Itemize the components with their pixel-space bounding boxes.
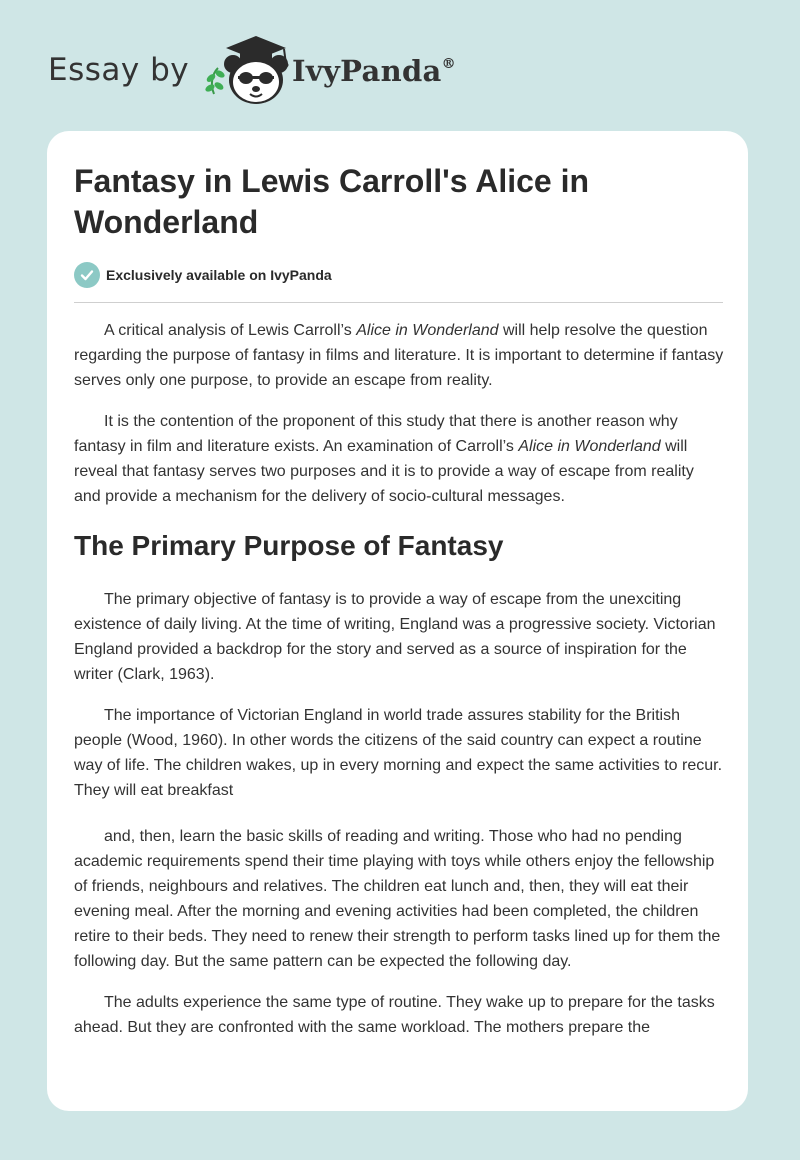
paragraph-4: The importance of Victorian England in world trade assures stability for the British people (Wood, 1960). In other words the citizens of the said country can expect a routine way of life. The children wakes, up in every morning and expect the same activities to recur. They will eat breakfast (74, 707, 723, 799)
paragraph-5: and, then, learn the basic skills of reading and writing. Those who had no pending academic requirements spend their time playing with toys while others enjoy the fellowship of friends, neighbours and relatives. The children eat lunch and, then, they will eat their evening meal. After the morning and evening activities had been completed, the children retire to their beds. They need to renew their strength to perform tasks lined up for them the following day. But the same pattern can be expected the following day. (74, 828, 721, 970)
essay-title: Fantasy in Lewis Carroll's Alice in Wonderland (74, 163, 590, 240)
section-heading: The Primary Purpose of Fantasy (74, 530, 504, 561)
panda-graduate-icon[interactable] (202, 34, 302, 108)
paragraph-6: The adults experience the same type of routine. They wake up to prepare for the tasks ahead. But they are confronted with the same workload. The mothers prepare the (74, 994, 715, 1036)
exclusive-badge (74, 261, 724, 289)
registered-mark: ® (441, 56, 456, 72)
exclusive-label: Exclusively available on IvyPanda (106, 267, 332, 283)
essay-content (74, 161, 724, 1040)
paragraph-2: It is the contention of the proponent of this study that there is another reason why fantasy in film and literature exists. An examination of Carroll’s Alice in Wonderland will reveal that fantasy serves two purposes and it is to provide a way of escape from reality and provide a mechanism for the delivery of socio-cultural messages. (74, 413, 694, 505)
essay-card (47, 131, 748, 1111)
essay-by-label: Essay by (48, 52, 190, 88)
title-divider (74, 302, 723, 303)
paragraph-1: A critical analysis of Lewis Carroll’s Alice in Wonderland will help resolve the question regarding the purpose of fantasy in films and literature. It is important to determine if fantasy serves only one purpose, to provide an escape from reality. (74, 322, 724, 389)
leaf-icon (204, 68, 226, 94)
check-icon (74, 262, 100, 288)
brand-name[interactable]: IvyPanda® (292, 54, 456, 88)
paragraph-3: The primary objective of fantasy is to provide a way of escape from the unexciting existence of daily living. At the time of writing, England was a progressive society. Victorian England provided a backdrop for the story and served as a source of inspiration for the writer (Clark, 1963). (74, 591, 716, 683)
site-header (48, 34, 508, 108)
